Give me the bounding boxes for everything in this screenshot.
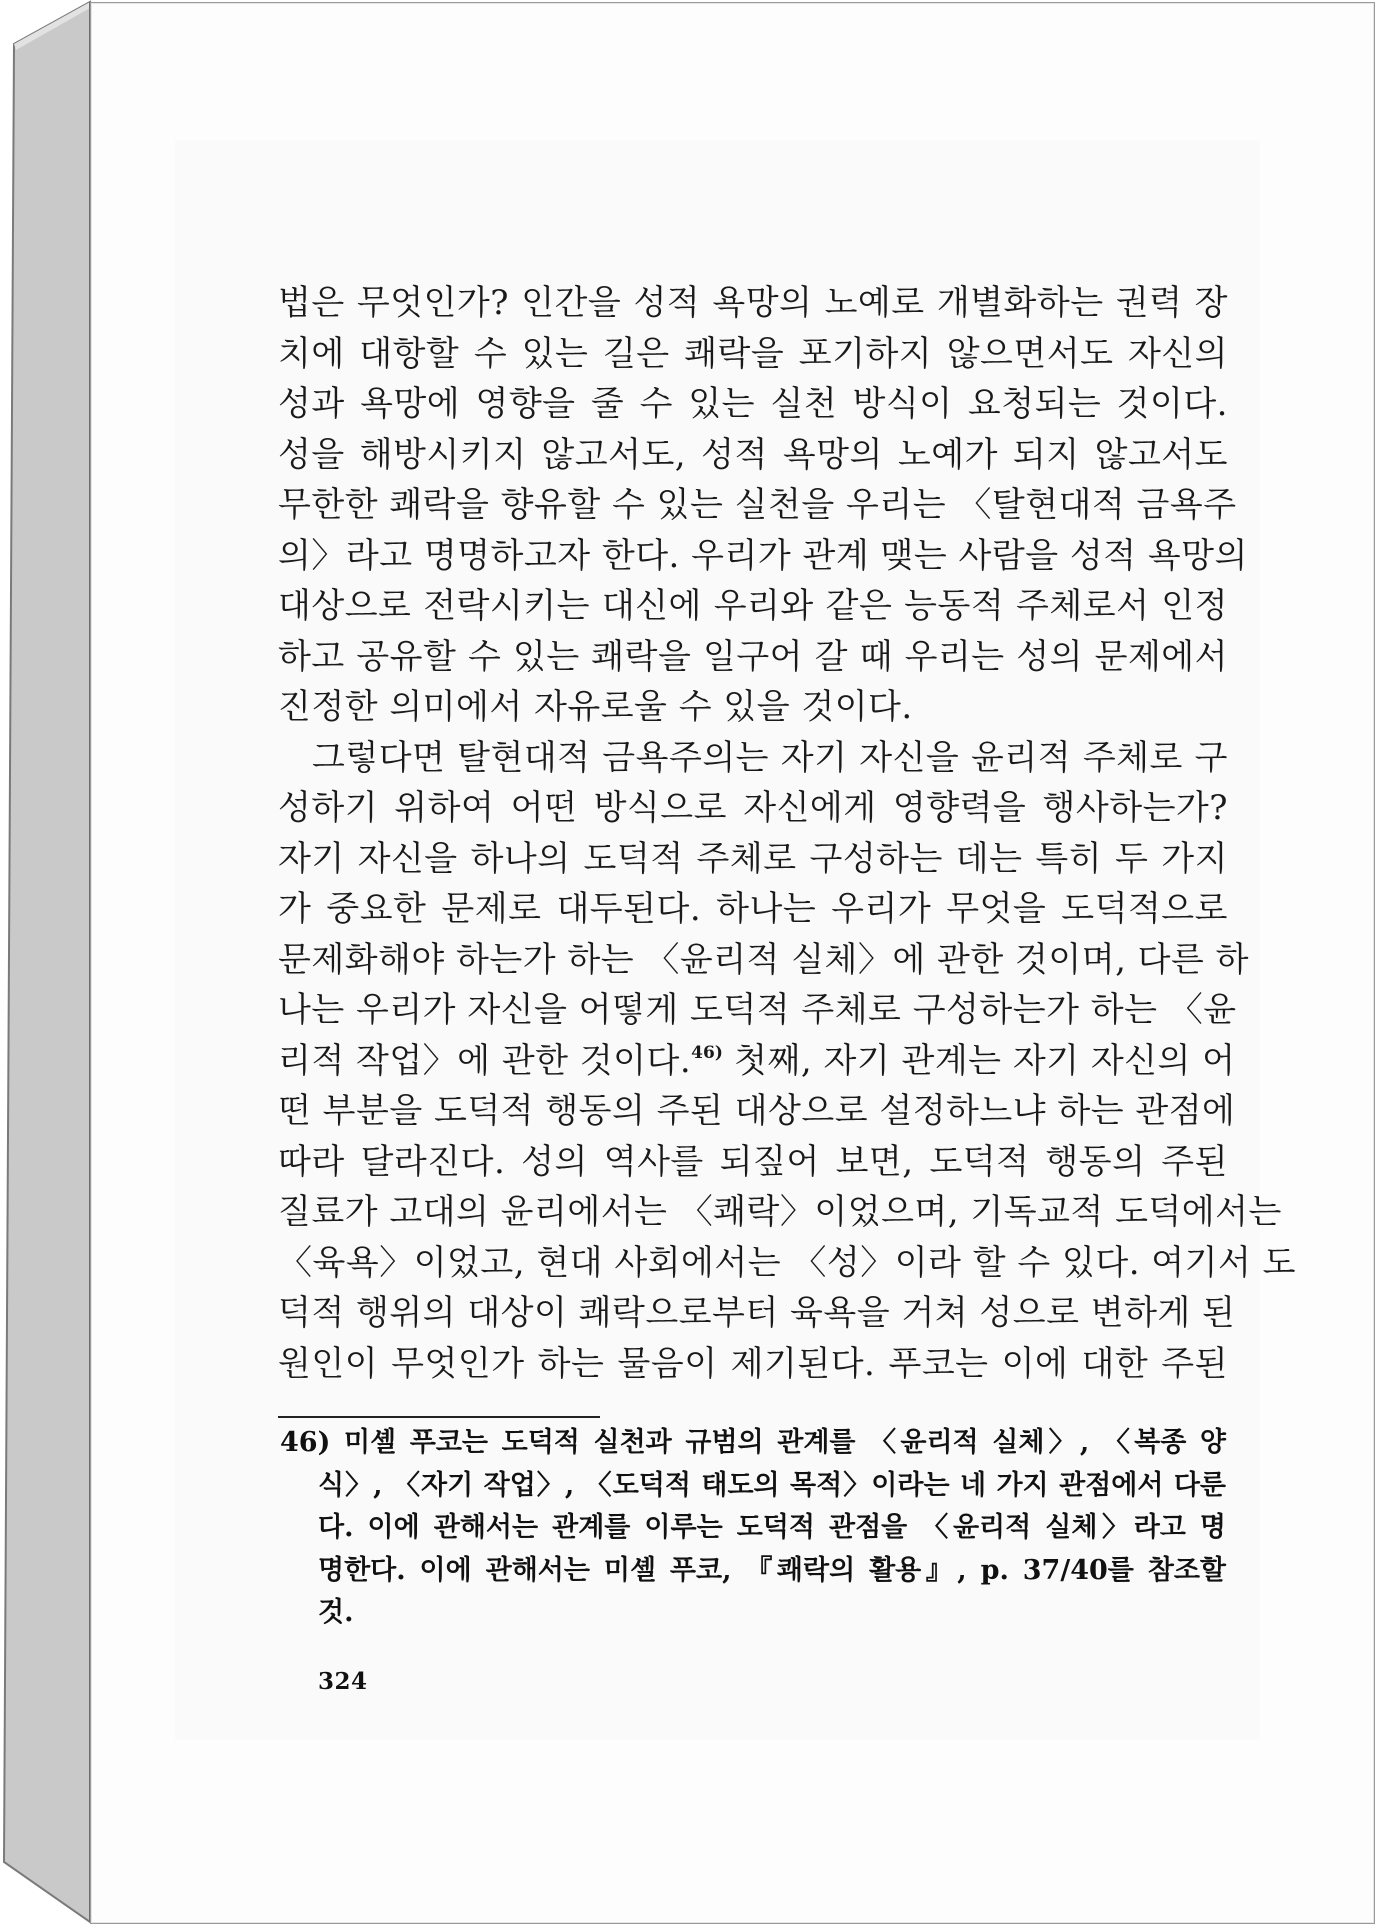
text-line: 대상으로 전락시키는 대신에 우리와 같은 능동적 주체로서 인정 <box>278 586 1228 626</box>
footnote-line: 명한다. 이에 관해서는 미셸 푸코, 『쾌락의 활용』, p. 37/40를 참조할 <box>318 1554 1226 1586</box>
text-line: 떤 부분을 도덕적 행동의 주된 대상으로 설정하느냐 하는 관점에 <box>278 1091 1236 1131</box>
text-line: 따라 달라진다. 성의 역사를 되짚어 보면, 도덕적 행동의 주된 <box>278 1141 1228 1182</box>
footnote-divider <box>278 1416 600 1418</box>
text-line: 자기 자신을 하나의 도덕적 주체로 구성하는 데는 특히 두 가지 <box>278 838 1228 879</box>
text-line: 가 중요한 문제로 대두된다. 하나는 우리가 무엇을 도덕적으로 <box>278 889 1228 929</box>
text-line: 그렇다면 탈현대적 금욕주의는 자기 자신을 윤리적 주체로 구 <box>312 737 1228 778</box>
footnote-line: 식〉, 〈자기 작업〉, 〈도덕적 태도의 목적〉이라는 네 가지 관점에서 다룬 <box>318 1469 1226 1501</box>
text-line: 법은 무엇인가? 인간을 성적 욕망의 노예로 개별화하는 권력 장 <box>278 283 1228 323</box>
footnote-marker[interactable]: 46) <box>691 1042 723 1063</box>
text-line: 성을 해방시키지 않고서도, 성적 욕망의 노예가 되지 않고서도 <box>278 434 1228 475</box>
text-line: 덕적 행위의 대상이 쾌락으로부터 육욕을 거쳐 성으로 변하게 된 <box>278 1293 1236 1333</box>
footnote-line: 46) 미셸 푸코는 도덕적 실천과 규범의 관계를 〈윤리적 실체〉, 〈복종 양 <box>280 1427 1226 1458</box>
text-line: 성하기 위하여 어떤 방식으로 자신에게 영향력을 행사하는가? <box>278 788 1228 828</box>
page-number: 324 <box>318 1668 368 1695</box>
text-segment: 첫째, 자기 관계는 자기 자신의 어 <box>722 1040 1236 1081</box>
text-line: 무한한 쾌락을 향유할 수 있는 실천을 우리는 〈탈현대적 금욕주 <box>278 485 1237 525</box>
text-line: 문제화해야 하는가 하는 〈윤리적 실체〉에 관한 것이며, 다른 하 <box>278 939 1250 980</box>
text-line: 치에 대항할 수 있는 길은 쾌락을 포기하지 않으면서도 자신의 <box>278 333 1228 374</box>
book-spine <box>0 0 95 1925</box>
footnote <box>280 1422 1226 1635</box>
text-line-with-note <box>278 1036 1236 1087</box>
text-line: 〈육욕〉이었고, 현대 사회에서는 〈성〉이라 할 수 있다. 여기서 도 <box>278 1242 1296 1283</box>
text-line: 의〉라고 명명하고자 한다. 우리가 관계 맺는 사람을 성적 욕망의 <box>278 535 1248 576</box>
footnote-line: 것. <box>318 1597 354 1628</box>
footnote-line: 다. 이에 관해서는 관계를 이루는 도덕적 관점을 〈윤리적 실체〉라고 명 <box>318 1512 1226 1543</box>
text-line: 진정한 의미에서 자유로울 수 있을 것이다. <box>278 687 913 727</box>
text-line: 원인이 무엇인가 하는 물음이 제기된다. 푸코는 이에 대한 주된 <box>278 1343 1228 1384</box>
main-text <box>278 278 1296 1389</box>
text-line: 질료가 고대의 윤리에서는 〈쾌락〉이었으며, 기독교적 도덕에서는 <box>278 1192 1282 1232</box>
text-line: 나는 우리가 자신을 어떻게 도덕적 주체로 구성하는가 하는 〈윤 <box>278 990 1237 1030</box>
text-segment: 리적 작업〉에 관한 것이다. <box>278 1040 692 1081</box>
text-line: 하고 공유할 수 있는 쾌락을 일구어 갈 때 우리는 성의 문제에서 <box>278 636 1228 677</box>
text-line: 성과 욕망에 영향을 줄 수 있는 실천 방식이 요청되는 것이다. <box>278 384 1228 424</box>
